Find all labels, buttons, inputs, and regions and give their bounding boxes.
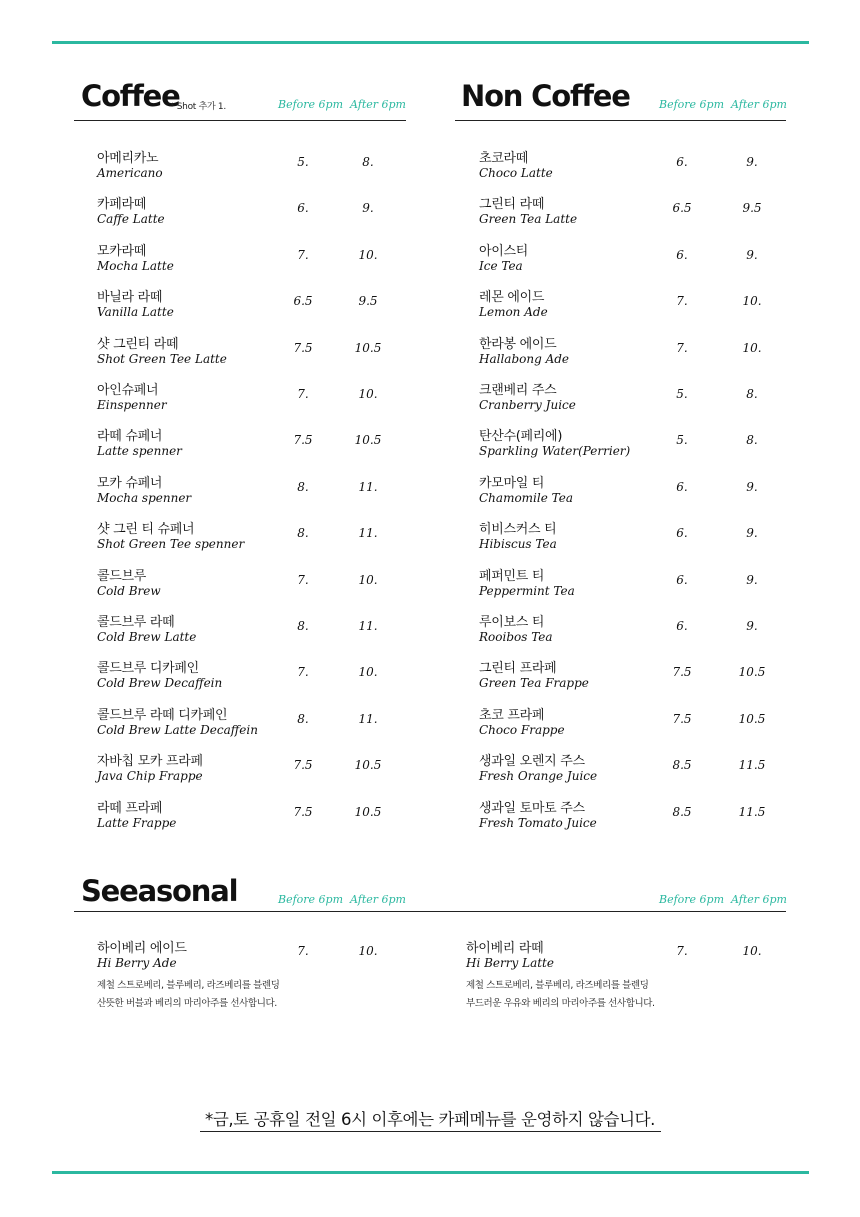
- menu-item-java-chip-frappe: [97, 754, 203, 784]
- menu-item-cranberry-juice: [479, 383, 576, 413]
- menu-item-description: [466, 977, 655, 1013]
- menu-item-korean-name: 초코라떼: [479, 151, 529, 166]
- menu-item-english-name: Sparkling Water(Perrier): [479, 444, 631, 458]
- price-after-6pm: 9.: [746, 526, 758, 540]
- price-after-6pm: 10.: [742, 341, 762, 355]
- menu-item-english-name: Fresh Orange Juice: [479, 769, 598, 783]
- menu-item-english-name: Mocha spenner: [97, 491, 192, 505]
- price-after-6pm: 10.5: [354, 758, 382, 772]
- menu-item-korean-name: 그린티 프라페: [479, 661, 557, 676]
- price-after-6pm: 11.: [358, 712, 378, 726]
- menu-item-english-name: Hallabong Ade: [479, 352, 570, 366]
- menu-item-korean-name: 페퍼민트 티: [479, 569, 545, 584]
- menu-item-english-name: Mocha Latte: [97, 259, 174, 273]
- price-after-6pm: 10.5: [738, 665, 766, 679]
- price-before-6pm: 7.: [297, 387, 309, 401]
- price-before-6pm: 7.5: [672, 712, 692, 726]
- price-after-6pm: 8.: [746, 433, 758, 447]
- price-before-6pm: 7.: [676, 294, 688, 308]
- menu-item-english-name: Cold Brew Latte: [97, 630, 197, 644]
- menu-item-description: [97, 977, 279, 1013]
- footer-notice-text: *금,토 공휴일 전일 6시 이후에는 카페메뉴를 운영하지 않습니다.: [204, 1110, 656, 1129]
- menu-item-description-line: 제철 스트로베리, 블루베리, 라즈베리를 블렌딩: [466, 980, 649, 991]
- price-before-6pm: 5.: [676, 387, 688, 401]
- menu-item-korean-name: 카페라떼: [97, 197, 147, 212]
- price-before-6pm: 7.5: [293, 433, 313, 447]
- menu-item-choco-latte: [479, 151, 553, 181]
- menu-item-korean-name: 모카라떼: [97, 244, 147, 259]
- price-before-6pm: 7.5: [293, 758, 313, 772]
- menu-item-english-name: Vanilla Latte: [97, 305, 174, 319]
- menu-item-english-name: Green Tea Latte: [479, 212, 578, 226]
- menu-item-cold-brew: [97, 569, 161, 599]
- price-before-6pm: 7.5: [293, 805, 313, 819]
- menu-item-korean-name: 하이베리 라떼: [466, 941, 544, 956]
- price-before-6pm: 6.: [676, 155, 688, 169]
- menu-item-latte-spenner: [97, 429, 182, 459]
- menu-item-korean-name: 모카 슈페너: [97, 476, 163, 491]
- menu-item-english-name: Chamomile Tea: [479, 491, 573, 505]
- menu-item-korean-name: 아이스티: [479, 244, 529, 259]
- seasonal-section-title: Seeasonal: [81, 874, 238, 908]
- menu-item-english-name: Einspenner: [97, 398, 167, 412]
- menu-item-chamomile-tea: [479, 476, 573, 506]
- price-before-6pm: 7.: [297, 944, 309, 958]
- menu-item-english-name: Cranberry Juice: [479, 398, 576, 412]
- noncoffee-before-6pm-header: Before 6pm: [659, 98, 725, 111]
- price-after-6pm: 11.5: [738, 758, 766, 772]
- price-before-6pm: 6.: [676, 619, 688, 633]
- menu-item-korean-name: 레몬 에이드: [479, 290, 545, 305]
- menu-item-green-tea-latte: [479, 197, 577, 227]
- menu-item-choco-frappe: [479, 708, 565, 738]
- menu-item-english-name: Java Chip Frappe: [97, 769, 203, 783]
- price-before-6pm: 7.: [676, 944, 688, 958]
- price-before-6pm: 7.: [676, 341, 688, 355]
- menu-item-english-name: Cold Brew Decaffein: [97, 676, 223, 690]
- seasonal-item-hi-berry-ade: [97, 941, 279, 1013]
- seasonal-before-6pm-header: Before 6pm: [278, 893, 344, 906]
- price-before-6pm: 8.: [297, 619, 309, 633]
- price-before-6pm: 6.: [297, 201, 309, 215]
- price-before-6pm: 8.: [297, 712, 309, 726]
- menu-item-korean-name: 루이보스 티: [479, 615, 545, 630]
- menu-item-korean-name: 라떼 프라페: [97, 801, 163, 816]
- price-before-6pm: 8.5: [672, 805, 692, 819]
- price-after-6pm: 10.5: [354, 805, 382, 819]
- menu-item-english-name: Rooibos Tea: [479, 630, 553, 644]
- bottom-accent-rule: [52, 1171, 809, 1174]
- price-before-6pm: 7.: [297, 573, 309, 587]
- price-after-6pm: 10.5: [354, 433, 382, 447]
- menu-item-americano: [97, 151, 163, 181]
- menu-item-english-name: Caffe Latte: [97, 212, 165, 226]
- price-after-6pm: 9.: [746, 573, 758, 587]
- price-after-6pm: 10.: [358, 665, 378, 679]
- price-before-6pm: 6.: [676, 526, 688, 540]
- menu-item-caffe-latte: [97, 197, 165, 227]
- menu-item-korean-name: 바닐라 라떼: [97, 290, 163, 305]
- price-before-6pm: 8.: [297, 480, 309, 494]
- menu-item-korean-name: 콜드브루 디카페인: [97, 661, 199, 676]
- menu-item-ice-tea: [479, 244, 528, 274]
- menu-item-lemon-ade: [479, 290, 548, 320]
- price-after-6pm: 10.: [358, 944, 378, 958]
- price-after-6pm: 10.: [358, 248, 378, 262]
- menu-item-english-name: Shot Green Tee Latte: [97, 352, 227, 366]
- menu-item-english-name: Lemon Ade: [479, 305, 548, 319]
- menu-item-english-name: Latte Frappe: [97, 816, 177, 830]
- noncoffee-header-rule: [455, 120, 786, 121]
- price-after-6pm: 10.: [742, 944, 762, 958]
- menu-item-korean-name: 아메리카노: [97, 151, 159, 166]
- menu-item-korean-name: 그린티 라떼: [479, 197, 545, 212]
- menu-item-einspenner: [97, 383, 167, 413]
- menu-item-description-line: 산뜻한 버블과 베리의 마리아주를 선사합니다.: [97, 998, 277, 1009]
- menu-item-korean-name: 초코 프라페: [479, 708, 545, 723]
- menu-item-english-name: Hi Berry Latte: [466, 956, 554, 970]
- seasonal-item-hi-berry-latte: [466, 941, 655, 1013]
- menu-item-korean-name: 생과일 토마토 주스: [479, 801, 585, 816]
- footer-notice-underline: [200, 1131, 661, 1132]
- seasonal-before-6pm-header-right: Before 6pm: [659, 893, 725, 906]
- coffee-header-rule: [74, 120, 406, 121]
- price-after-6pm: 10.: [358, 387, 378, 401]
- menu-item-korean-name: 샷 그린 티 슈페너: [97, 522, 195, 537]
- menu-item-korean-name: 탄산수(페리에): [479, 429, 563, 444]
- price-after-6pm: 9.5: [742, 201, 762, 215]
- menu-item-korean-name: 자바칩 모카 프라페: [97, 754, 203, 769]
- menu-item-korean-name: 생과일 오렌지 주스: [479, 754, 585, 769]
- price-after-6pm: 9.5: [358, 294, 378, 308]
- menu-item-korean-name: 하이베리 에이드: [97, 941, 187, 956]
- menu-item-english-name: Ice Tea: [479, 259, 523, 273]
- coffee-after-6pm-header: After 6pm: [350, 98, 406, 111]
- menu-item-korean-name: 카모마일 티: [479, 476, 545, 491]
- menu-item-cold-brew-latte-decaffein: [97, 708, 258, 738]
- price-after-6pm: 8.: [362, 155, 374, 169]
- price-before-6pm: 8.: [297, 526, 309, 540]
- menu-item-peppermint-tea: [479, 569, 575, 599]
- menu-item-korean-name: 샷 그린티 라떼: [97, 337, 179, 352]
- price-before-6pm: 6.: [676, 573, 688, 587]
- price-after-6pm: 9.: [746, 155, 758, 169]
- menu-item-english-name: Choco Latte: [479, 166, 553, 180]
- menu-item-shot-green-tee-spenner: [97, 522, 244, 552]
- price-before-6pm: 5.: [676, 433, 688, 447]
- coffee-before-6pm-header: Before 6pm: [278, 98, 344, 111]
- price-before-6pm: 7.: [297, 665, 309, 679]
- seasonal-after-6pm-header-right: After 6pm: [731, 893, 787, 906]
- menu-item-hibiscus-tea: [479, 522, 557, 552]
- menu-item-english-name: Fresh Tomato Juice: [479, 816, 597, 830]
- noncoffee-section-title: Non Coffee: [461, 79, 630, 113]
- menu-item-english-name: Hibiscus Tea: [479, 537, 557, 551]
- footer-notice: [0, 1106, 860, 1130]
- price-after-6pm: 11.: [358, 526, 378, 540]
- menu-item-korean-name: 라떼 슈페너: [97, 429, 163, 444]
- menu-item-english-name: Cold Brew: [97, 584, 161, 598]
- price-after-6pm: 10.5: [738, 712, 766, 726]
- price-before-6pm: 7.5: [672, 665, 692, 679]
- menu-item-vanilla-latte: [97, 290, 174, 320]
- top-accent-rule: [52, 41, 809, 44]
- menu-item-english-name: Latte spenner: [97, 444, 182, 458]
- menu-item-english-name: Peppermint Tea: [479, 584, 575, 598]
- menu-item-cold-brew-decaffein: [97, 661, 222, 691]
- price-after-6pm: 11.: [358, 480, 378, 494]
- menu-item-rooibos-tea: [479, 615, 553, 645]
- price-before-6pm: 8.5: [672, 758, 692, 772]
- menu-item-english-name: Cold Brew Latte Decaffein: [97, 723, 258, 737]
- menu-item-green-tea-frappe: [479, 661, 589, 691]
- price-after-6pm: 10.: [742, 294, 762, 308]
- menu-item-latte-frappe: [97, 801, 176, 831]
- price-before-6pm: 6.: [676, 480, 688, 494]
- menu-item-fresh-tomato-juice: [479, 801, 597, 831]
- price-after-6pm: 10.5: [354, 341, 382, 355]
- price-after-6pm: 11.5: [738, 805, 766, 819]
- menu-item-english-name: Shot Green Tee spenner: [97, 537, 245, 551]
- menu-item-korean-name: 콜드브루 라떼: [97, 615, 175, 630]
- menu-item-mocha-spenner: [97, 476, 191, 506]
- price-after-6pm: 8.: [746, 387, 758, 401]
- price-after-6pm: 9.: [746, 248, 758, 262]
- menu-item-korean-name: 콜드브루: [97, 569, 147, 584]
- menu-item-english-name: Green Tea Frappe: [479, 676, 589, 690]
- seasonal-after-6pm-header: After 6pm: [350, 893, 406, 906]
- price-after-6pm: 10.: [358, 573, 378, 587]
- price-before-6pm: 5.: [297, 155, 309, 169]
- price-after-6pm: 9.: [746, 619, 758, 633]
- menu-item-description-line: 제철 스트로베리, 블루베리, 라즈베리를 블렌딩: [97, 980, 280, 991]
- menu-item-english-name: Hi Berry Ade: [97, 956, 177, 970]
- menu-item-korean-name: 콜드브루 라떼 디카페인: [97, 708, 228, 723]
- menu-item-mocha-latte: [97, 244, 174, 274]
- menu-item-korean-name: 아인슈페너: [97, 383, 159, 398]
- menu-item-shot-green-tee-latte: [97, 337, 227, 367]
- price-after-6pm: 9.: [746, 480, 758, 494]
- noncoffee-after-6pm-header: After 6pm: [731, 98, 787, 111]
- price-after-6pm: 9.: [362, 201, 374, 215]
- price-before-6pm: 6.5: [293, 294, 313, 308]
- menu-item-description-line: 부드러운 우유와 베리의 마리아주를 선사합니다.: [466, 998, 655, 1009]
- price-after-6pm: 11.: [358, 619, 378, 633]
- price-before-6pm: 7.5: [293, 341, 313, 355]
- shot-extra-note: * Shot 추가 1.: [170, 102, 226, 112]
- menu-item-korean-name: 크랜베리 주스: [479, 383, 557, 398]
- menu-item-sparkling-water-perrier: [479, 429, 630, 459]
- menu-item-english-name: Americano: [97, 166, 163, 180]
- menu-item-cold-brew-latte: [97, 615, 196, 645]
- menu-item-hallabong-ade: [479, 337, 569, 367]
- menu-item-korean-name: 히비스커스 티: [479, 522, 557, 537]
- coffee-section-title: Coffee: [81, 79, 180, 113]
- price-before-6pm: 6.5: [672, 201, 692, 215]
- menu-item-english-name: Choco Frappe: [479, 723, 565, 737]
- price-before-6pm: 6.: [676, 248, 688, 262]
- price-before-6pm: 7.: [297, 248, 309, 262]
- menu-item-fresh-orange-juice: [479, 754, 597, 784]
- menu-item-korean-name: 한라봉 에이드: [479, 337, 557, 352]
- seasonal-header-rule: [74, 911, 786, 912]
